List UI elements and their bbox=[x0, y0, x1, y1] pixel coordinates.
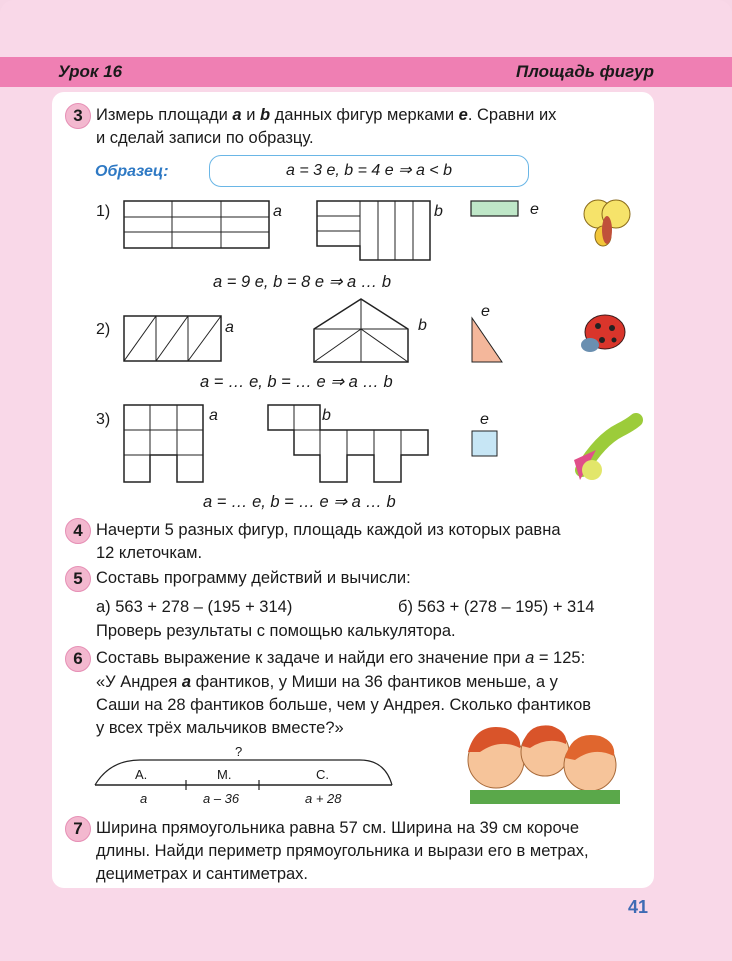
row2-figure-b bbox=[314, 299, 408, 362]
task6-quote-3: у всех трёх мальчиков вместе?» bbox=[96, 719, 344, 737]
diagram-question: ? bbox=[235, 744, 243, 759]
butterfly-illustration bbox=[584, 200, 630, 246]
task7-line2: длины. Найди периметр прямоугольника и вырази его в метрах, bbox=[96, 842, 589, 860]
boys-illustration bbox=[468, 725, 620, 804]
task3-line2: и сделай записи по образцу. bbox=[96, 129, 314, 147]
task5-expr-b: б) 563 + (278 – 195) + 314 bbox=[398, 598, 595, 616]
row3-label-e: e bbox=[480, 411, 489, 428]
diagram-value-s: a + 28 bbox=[305, 791, 342, 806]
task-number-4: 4 bbox=[65, 518, 91, 544]
diagram-value-m: a – 36 bbox=[203, 791, 240, 806]
row3-label: 3) bbox=[96, 411, 111, 428]
sample-label: Образец: bbox=[95, 163, 169, 180]
task6-quote-1: «У Андрея a фантиков, у Миши на 36 фантиков меньше, а у bbox=[96, 673, 558, 691]
row3-answer: a = … e, b = … e ⇒ a … b bbox=[203, 493, 396, 511]
row2-label-a: a bbox=[225, 319, 234, 336]
page-number: 41 bbox=[628, 897, 649, 917]
diagram-name-m: М. bbox=[217, 767, 232, 782]
row1-label-b: b bbox=[434, 203, 443, 220]
caterpillar-illustration bbox=[574, 420, 636, 480]
task-number-5: 5 bbox=[65, 566, 91, 592]
row1-label: 1) bbox=[96, 203, 111, 220]
row2-figure-a bbox=[124, 316, 221, 361]
row2-answer: a = … e, b = … e ⇒ a … b bbox=[200, 373, 393, 391]
ladybug-illustration bbox=[581, 315, 625, 352]
diagram-value-a: a bbox=[140, 791, 148, 806]
row1-label-e: e bbox=[530, 201, 539, 218]
lesson-title: Урок 16 bbox=[58, 62, 123, 81]
task4-line1: Начерти 5 разных фигур, площадь каждой из которых равна bbox=[96, 521, 561, 539]
task5-line1: Составь программу действий и вычисли: bbox=[96, 569, 411, 587]
task-number-6: 6 bbox=[65, 646, 91, 672]
row2-label: 2) bbox=[96, 321, 111, 338]
row1-figure-a bbox=[124, 201, 269, 248]
sample-formula: a = 3 e, b = 4 e ⇒ a < b bbox=[209, 155, 529, 187]
task3-line1: Измерь площади a и b данных фигур мерками e. Сравни их bbox=[96, 106, 557, 124]
task4-line2: 12 клеточкам. bbox=[96, 544, 203, 562]
row3-label-a: a bbox=[209, 407, 218, 424]
diagram-name-s: С. bbox=[316, 767, 329, 782]
task5-expr-a: а) 563 + 278 – (195 + 314) bbox=[96, 598, 293, 616]
row3-figure-a bbox=[124, 405, 203, 482]
task6-quote-2: Саши на 28 фантиков больше, чем у Андрея. Сколько фантиков bbox=[96, 696, 592, 714]
row1-measure-e bbox=[471, 201, 518, 216]
row3-label-b: b bbox=[322, 407, 331, 424]
task6-line1: Составь выражение к задаче и найди его значение при a = 125: bbox=[96, 649, 586, 667]
row3-measure-e bbox=[472, 431, 497, 456]
task7-line3: дециметрах и сантиметрах. bbox=[96, 865, 309, 883]
diagram-name-a: А. bbox=[135, 767, 148, 782]
row3-figure-b bbox=[268, 405, 428, 482]
row1-figure-b bbox=[317, 201, 430, 260]
task-number-7: 7 bbox=[65, 816, 91, 842]
row2-label-b: b bbox=[418, 317, 427, 334]
row2-measure-e bbox=[472, 318, 502, 362]
task7-line1: Ширина прямоугольника равна 57 см. Ширина на 39 см короче bbox=[96, 819, 580, 837]
row1-answer: a = 9 e, b = 8 e ⇒ a … b bbox=[213, 273, 392, 291]
task-number-3: 3 bbox=[65, 103, 91, 129]
lesson-topic: Площадь фигур bbox=[516, 62, 654, 81]
row1-label-a: a bbox=[273, 203, 282, 220]
task5-line3: Проверь результаты с помощью калькулятора. bbox=[96, 622, 456, 640]
row2-label-e: e bbox=[481, 303, 490, 320]
